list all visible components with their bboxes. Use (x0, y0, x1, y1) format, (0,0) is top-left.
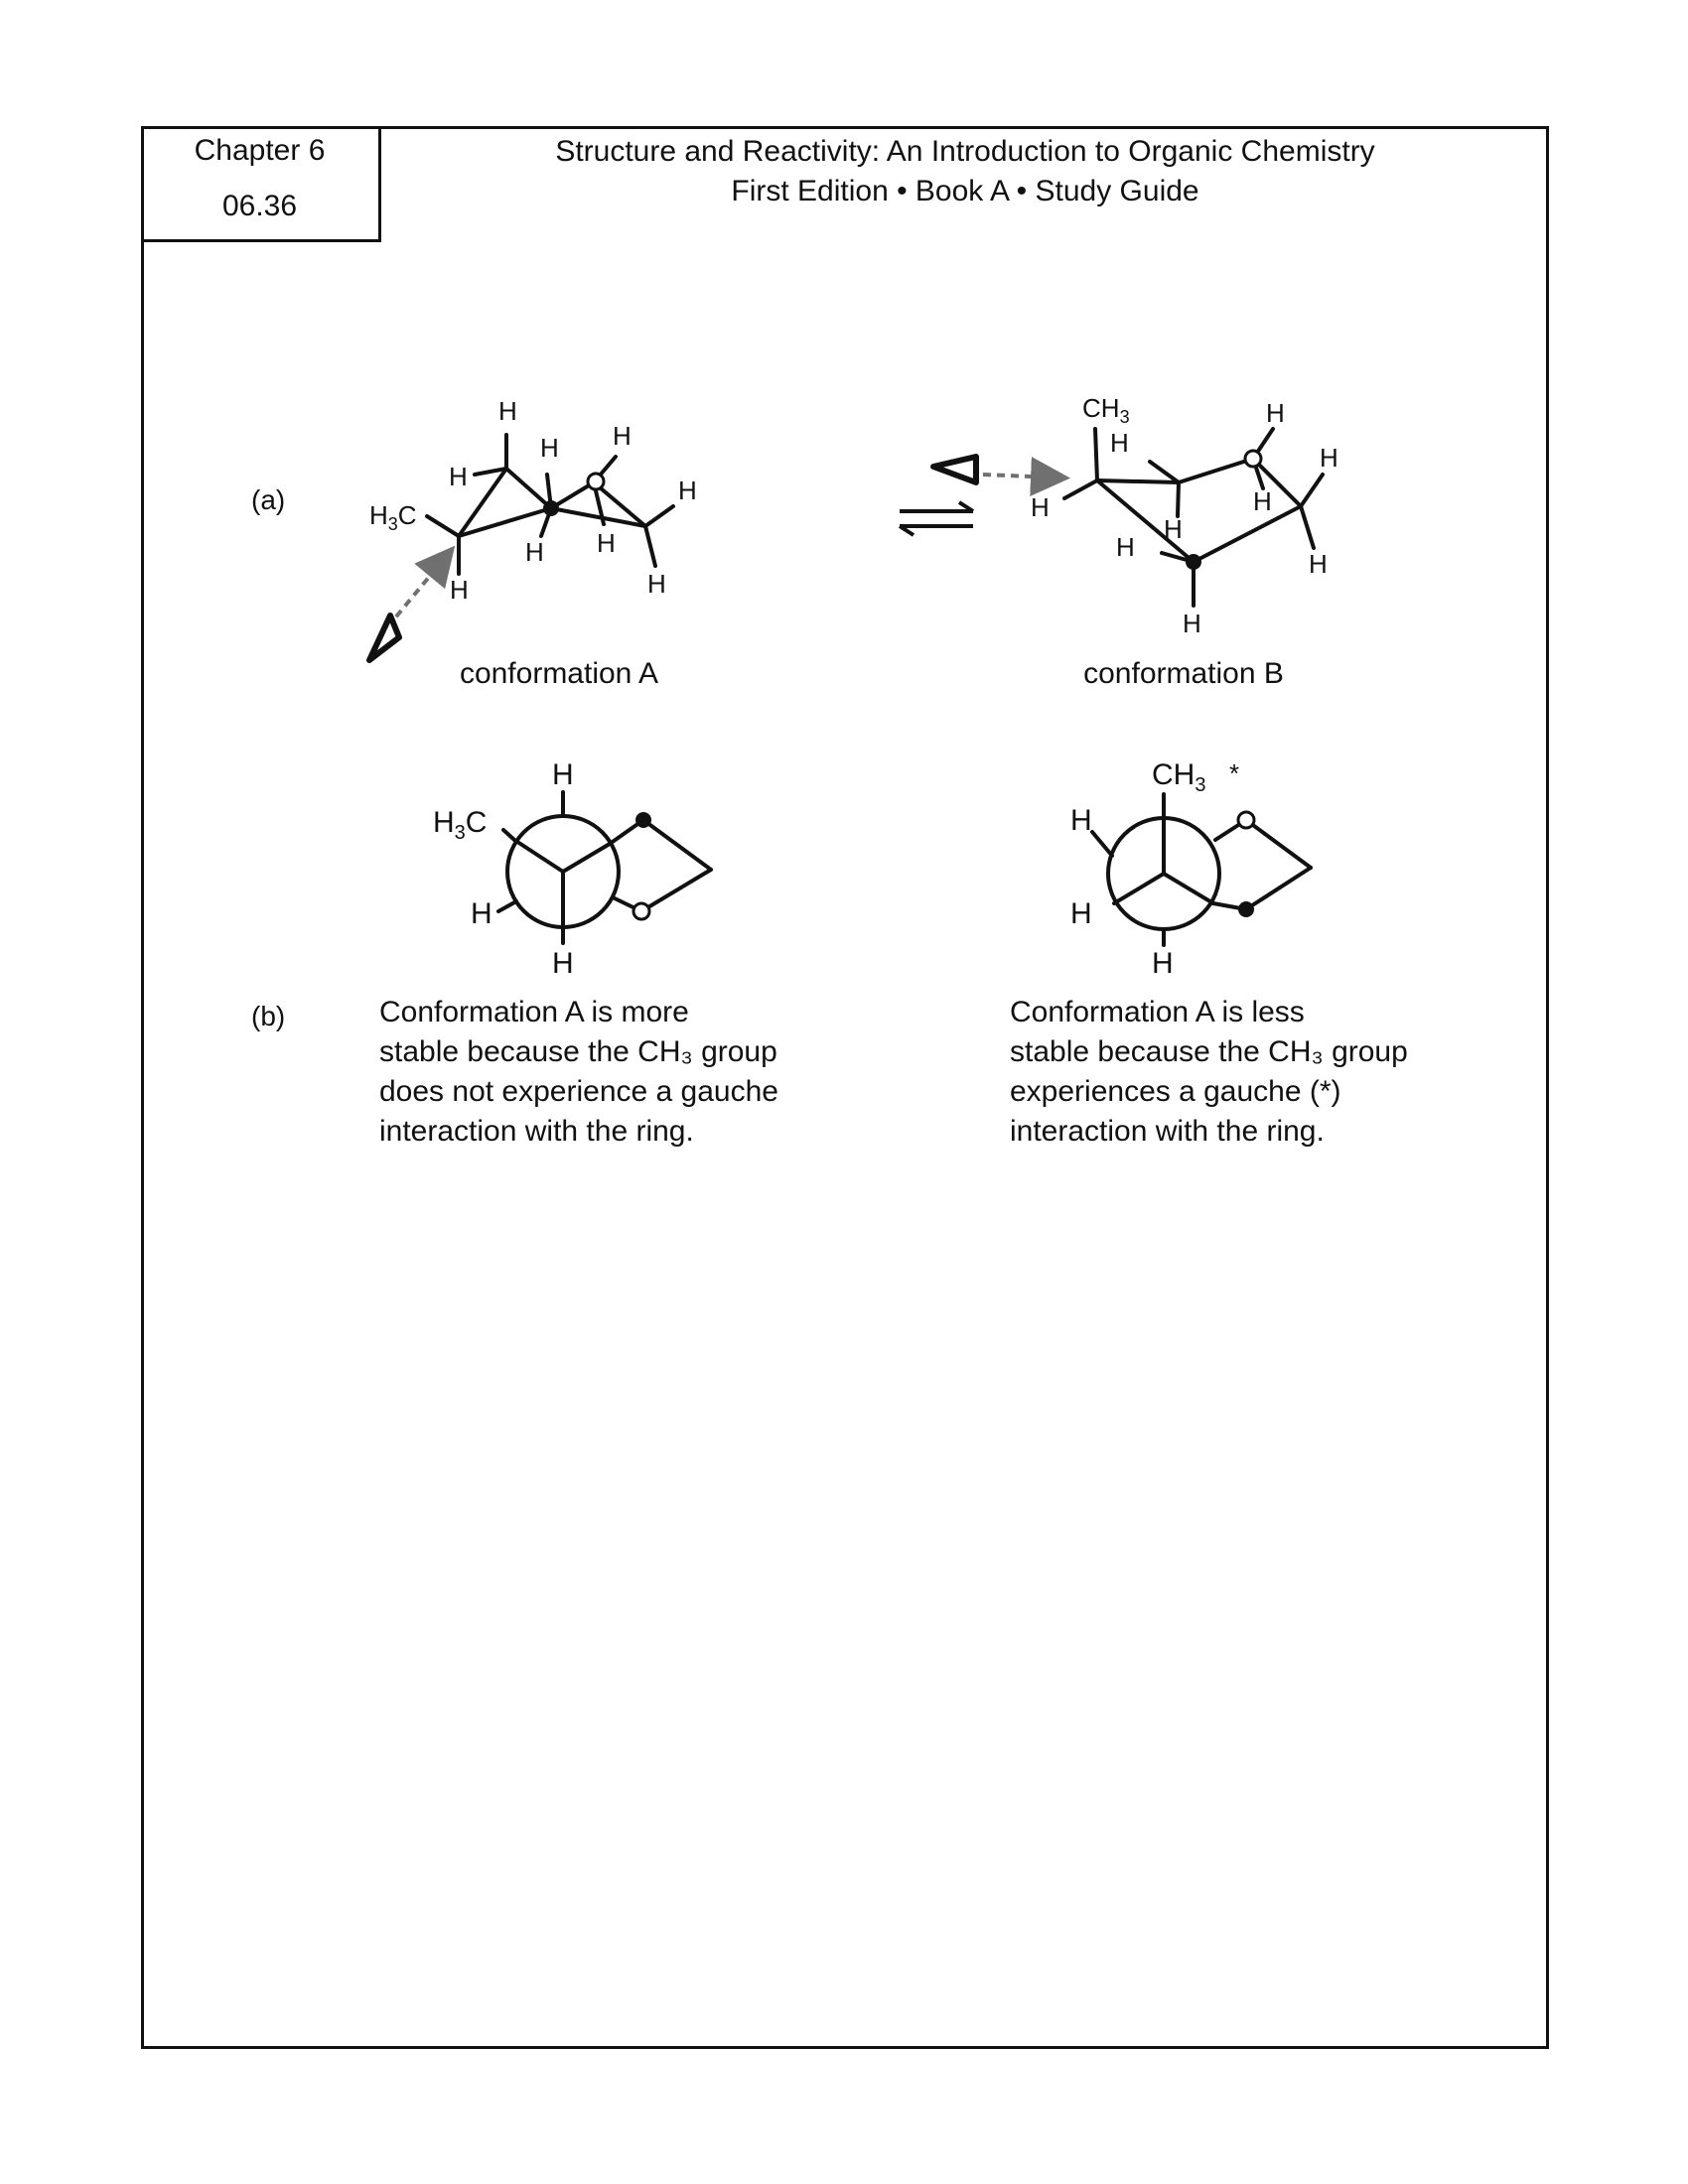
svg-text:H: H (647, 569, 666, 599)
explanation-a-line: stable because the CH₃ group (379, 1035, 777, 1068)
explanation-b-line: interaction with the ring. (1010, 1115, 1325, 1148)
svg-text:H: H (1031, 492, 1050, 522)
explanation-a (379, 993, 816, 1152)
svg-text:H: H (540, 433, 559, 463)
svg-text:H: H (597, 528, 616, 558)
svg-text:H: H (552, 947, 574, 980)
svg-text:H: H (1070, 804, 1092, 837)
viewer-eye-icon (933, 457, 976, 482)
filled-atom-marker (635, 812, 651, 828)
explanation-b-line: experiences a gauche (*) (1010, 1075, 1341, 1108)
part-a-label: (a) (251, 484, 286, 515)
svg-text:H: H (525, 537, 544, 567)
svg-text:H: H (613, 421, 632, 451)
svg-text:H: H (552, 758, 574, 791)
svg-text:H: H (1070, 897, 1092, 930)
svg-text:H: H (678, 476, 697, 505)
caption-conformation-b: conformation B (1083, 657, 1284, 690)
part-b-label: (b) (251, 1001, 286, 1031)
svg-text:H: H (1116, 532, 1135, 562)
svg-text:H: H (498, 396, 517, 426)
svg-text:H: H (1152, 947, 1174, 980)
svg-text:H: H (1309, 549, 1328, 579)
open-atom-marker (1245, 451, 1261, 467)
svg-text:H: H (1253, 486, 1272, 516)
chapter-label: Chapter 6 (194, 134, 326, 167)
newman-projection-a (498, 792, 711, 943)
filled-atom-marker (543, 500, 559, 516)
svg-text:H: H (1183, 609, 1201, 638)
svg-text:H: H (471, 897, 492, 930)
explanation-a-line: Conformation A is more (379, 996, 689, 1028)
open-atom-marker (588, 474, 604, 489)
newman-projection-b (1092, 794, 1311, 945)
caption-conformation-a: conformation A (459, 657, 659, 690)
viewer-eye-icon (369, 615, 399, 660)
explanation-a-line: does not experience a gauche (379, 1075, 778, 1108)
svg-text:H: H (1320, 443, 1338, 473)
svg-text:H: H (449, 462, 468, 491)
svg-text:H: H (450, 575, 469, 605)
svg-text:*: * (1229, 758, 1240, 788)
filled-atom-marker (1238, 901, 1254, 917)
problem-number: 06.36 (221, 190, 298, 222)
explanation-a-line: interaction with the ring. (379, 1115, 694, 1148)
svg-text:H: H (1110, 428, 1129, 458)
svg-text:H3C: $H_3C$ (369, 500, 417, 534)
svg-text:CH3: $CH_3$ (1082, 393, 1130, 427)
book-title: Structure and Reactivity: An Introduction to Organic Chemistry (555, 135, 1375, 168)
filled-atom-marker (1186, 554, 1201, 570)
edition-line: First Edition • Book A • Study Guide (731, 175, 1199, 207)
svg-text:H3C: $H_3C$ (433, 806, 488, 844)
explanation-b-line: stable because the CH₃ group (1010, 1035, 1408, 1068)
explanation-b-line: Conformation A is less (1010, 996, 1305, 1028)
conformation-b-structure (1064, 429, 1323, 606)
explanation-b (1010, 993, 1486, 1152)
open-atom-marker (1238, 812, 1254, 828)
svg-text:CH3: $CH_3$ (1152, 758, 1206, 796)
open-atom-marker (633, 903, 649, 919)
svg-text:H: H (1266, 398, 1285, 428)
svg-text:H: H (1164, 514, 1183, 544)
